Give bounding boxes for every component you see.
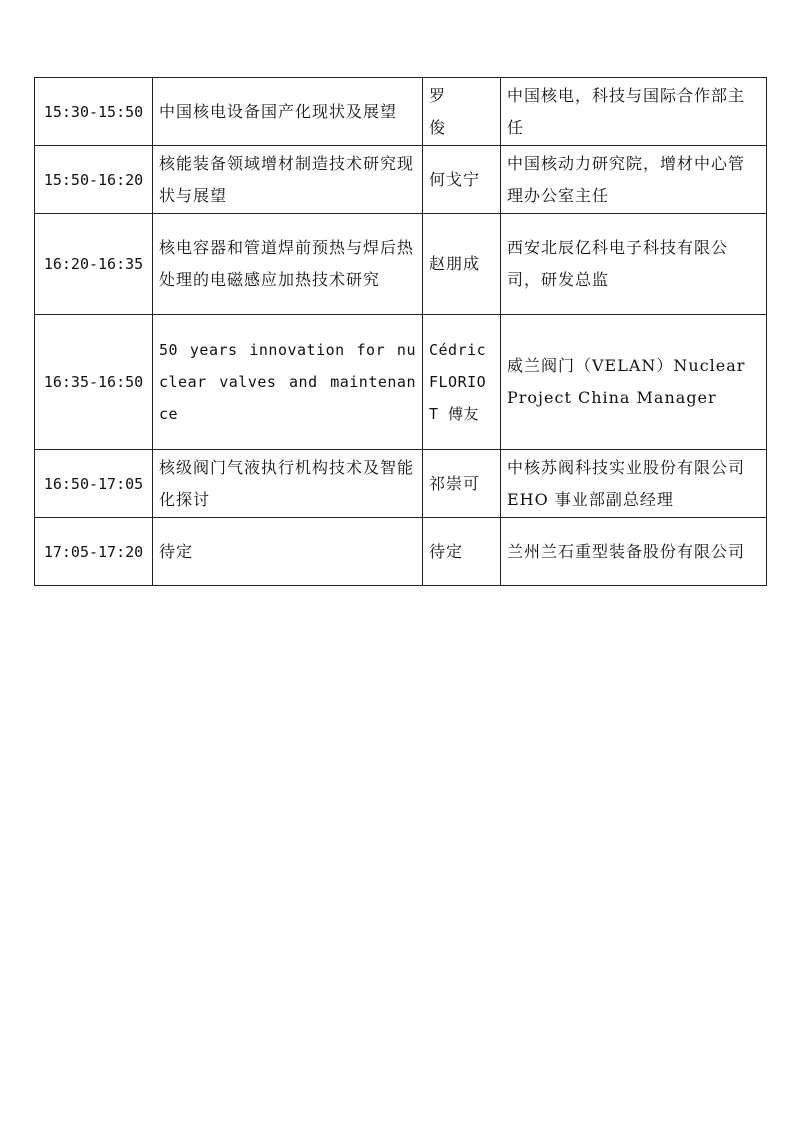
organization-cell: 中国核电，科技与国际合作部主任 xyxy=(501,78,767,146)
topic-cell: 中国核电设备国产化现状及展望 xyxy=(153,78,423,146)
organization-cell: 威兰阀门（VELAN）Nuclear Project China Manager xyxy=(501,315,767,450)
table-row xyxy=(35,450,767,518)
time-cell: 15:30-15:50 xyxy=(35,78,153,146)
time-cell: 16:35-16:50 xyxy=(35,315,153,450)
organization-cell: 中核苏阀科技实业股份有限公司 EHO 事业部副总经理 xyxy=(501,450,767,518)
time-cell: 16:20-16:35 xyxy=(35,214,153,315)
time-cell: 16:50-17:05 xyxy=(35,450,153,518)
table-row xyxy=(35,214,767,315)
organization-cell: 兰州兰石重型装备股份有限公司 xyxy=(501,518,767,586)
organization-cell: 西安北辰亿科电子科技有限公司，研发总监 xyxy=(501,214,767,315)
time-cell: 17:05-17:20 xyxy=(35,518,153,586)
table-row xyxy=(35,146,767,214)
topic-cell: 待定 xyxy=(153,518,423,586)
speaker-cell: 赵朋成 xyxy=(423,214,501,315)
schedule-table xyxy=(34,77,767,586)
speaker-cell: Cédric FLORIOT 傅友 xyxy=(423,315,501,450)
topic-cell: 核能装备领域增材制造技术研究现状与展望 xyxy=(153,146,423,214)
speaker-cell: 待定 xyxy=(423,518,501,586)
speaker-cell: 何戈宁 xyxy=(423,146,501,214)
topic-cell: 核级阀门气液执行机构技术及智能化探讨 xyxy=(153,450,423,518)
table-row xyxy=(35,518,767,586)
topic-cell: 50 years innovation for nuclear valves and maintenance xyxy=(153,315,423,450)
time-cell: 15:50-16:20 xyxy=(35,146,153,214)
table-row xyxy=(35,315,767,450)
speaker-cell: 祁崇可 xyxy=(423,450,501,518)
topic-cell: 核电容器和管道焊前预热与焊后热处理的电磁感应加热技术研究 xyxy=(153,214,423,315)
speaker-cell: 罗 俊 xyxy=(423,78,501,146)
table-row xyxy=(35,78,767,146)
organization-cell: 中国核动力研究院，增材中心管理办公室主任 xyxy=(501,146,767,214)
